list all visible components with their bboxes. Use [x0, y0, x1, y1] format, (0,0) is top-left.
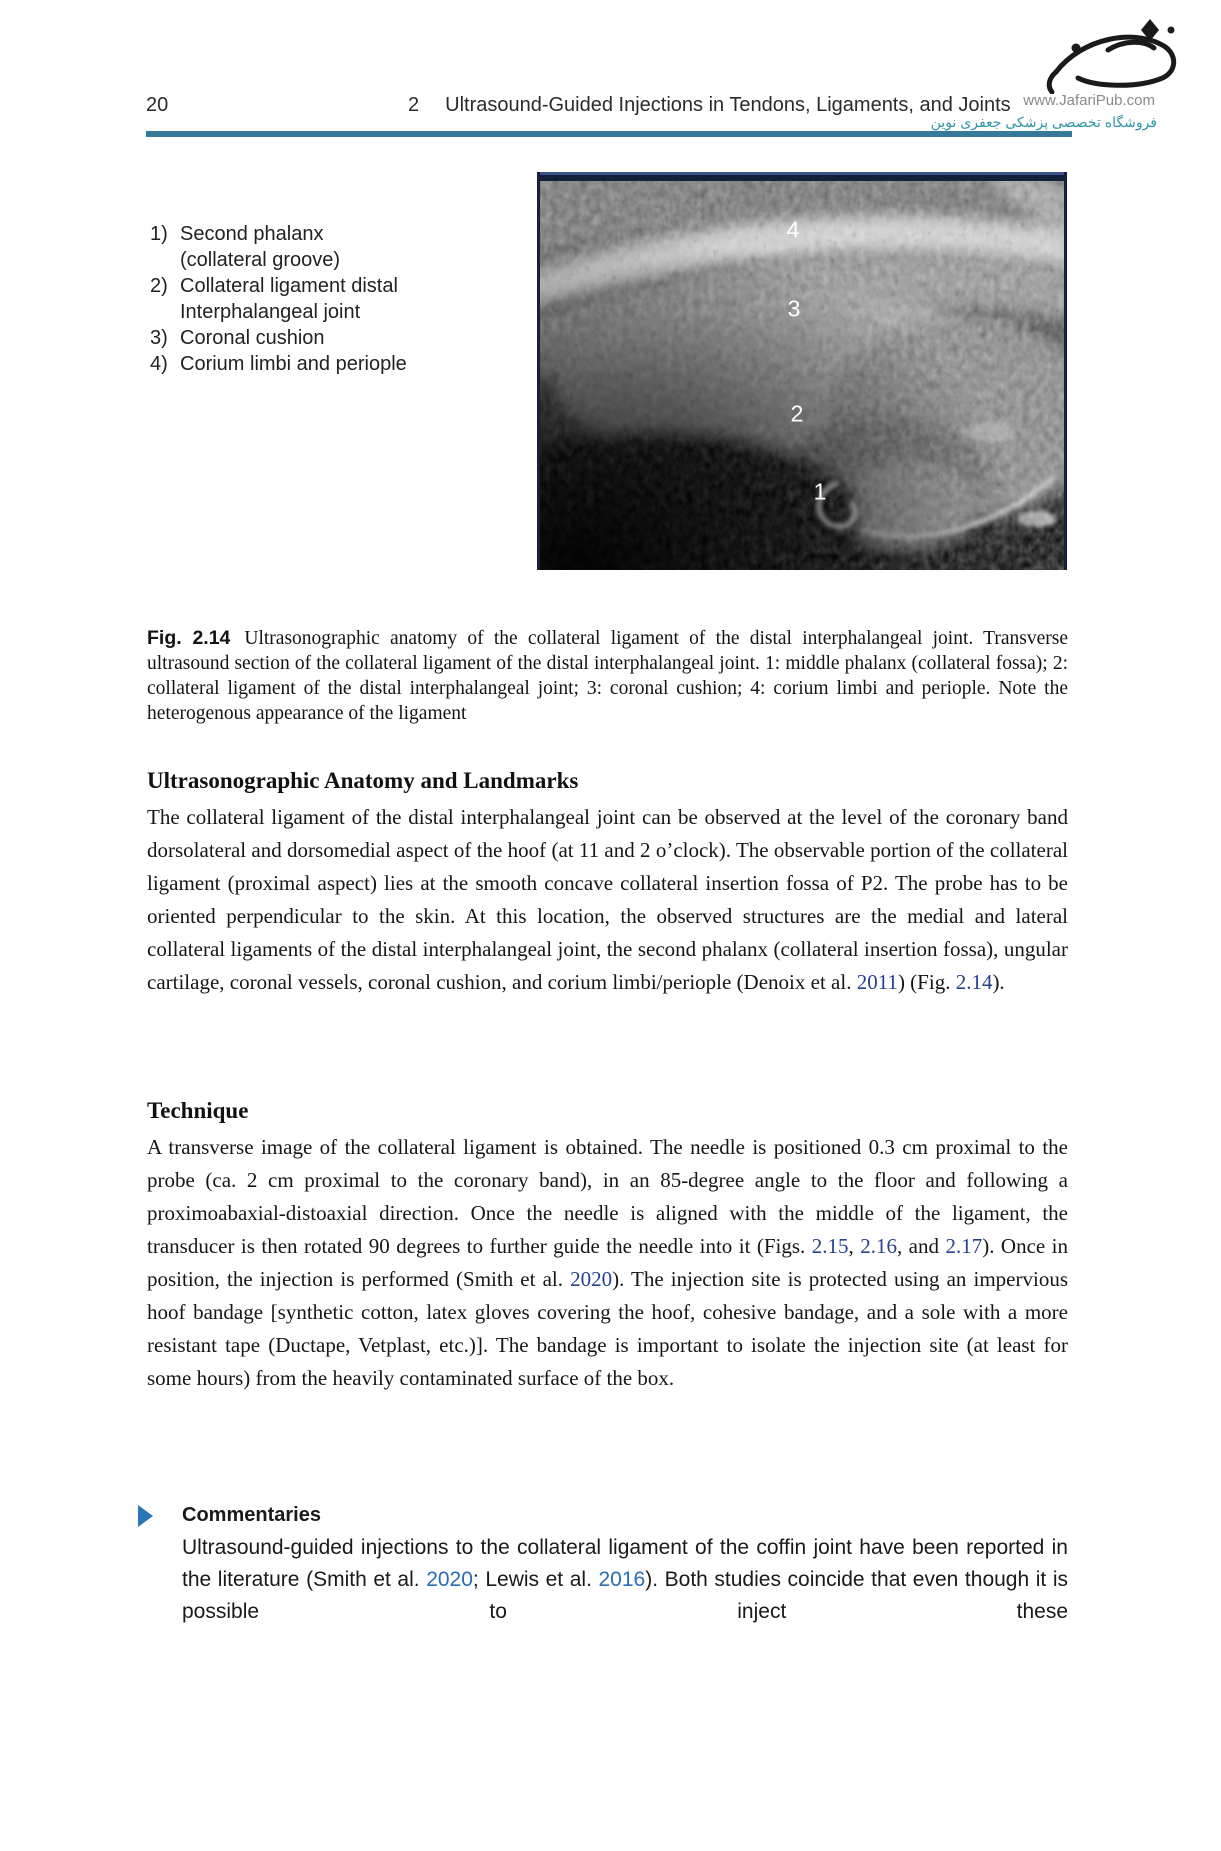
- legend-item-text: Coronal cushion: [180, 327, 325, 349]
- reference-link[interactable]: 2.14: [955, 970, 993, 994]
- technique-paragraph: [147, 1131, 1068, 1395]
- anatomy-paragraph: [147, 801, 1068, 999]
- reference-link[interactable]: 2011: [856, 970, 898, 994]
- legend-item: [150, 221, 412, 273]
- legend-item-number: 4): [150, 353, 168, 375]
- ultrasound-label-3: 3: [787, 295, 801, 322]
- ultrasound-graphic: [537, 172, 1067, 570]
- ultrasound-label-2: 2: [790, 400, 804, 427]
- text-segment: Ultrasound-guided injections to the collateral ligament of the coffin joint have been reported in the literature (Smith et al.: [182, 1536, 1068, 1591]
- text-segment: A transverse image of the collateral ligament is obtained. The needle is positioned 0.3 cm proximal to the probe (ca. 2 cm proximal to the coronary band), in an 85-degree angle to the floor and following a proximoabaxial-distoaxial direction. Once the needle is aligned with the middle of the ligament, the transducer is then rotated 90 degrees to further guide the needle into it (Figs.: [147, 1135, 1068, 1258]
- section-heading-anatomy: Ultrasonographic Anatomy and Landmarks: [147, 768, 579, 793]
- reference-link[interactable]: 2020: [570, 1267, 613, 1291]
- watermark-tagline: فروشگاه تخصصی پزشکی جعفری نوین: [930, 114, 1157, 130]
- reference-link[interactable]: 2.17: [945, 1234, 983, 1258]
- publisher-logo: [1038, 16, 1188, 99]
- text-segment: The collateral ligament of the distal interphalangeal joint can be observed at the level of the coronary band dorsolateral and dorsomedial aspect of the hoof (at 11 and 2 o’clock). The observable portion of the collateral ligament (proximal aspect) lies at the smooth concave collateral insertion fossa of P2. The probe has to be oriented perpendicular to the skin. At this location, the observed structures are the medial and lateral collateral ligaments of the distal interphalangeal joint, the second phalanx (collateral insertion fossa), ungular cartilage, coronal vessels, coronal cushion, and corium limbi/periople (Denoix et al.: [147, 805, 1068, 994]
- text-segment: ).: [992, 970, 1005, 994]
- page-number: 20: [146, 94, 169, 116]
- reference-link[interactable]: 2.15: [811, 1234, 849, 1258]
- figure-caption-text: Ultrasonographic anatomy of the collateral ligament of the distal interphalangeal joint. Transverse ultrasound section of the collateral ligament of the distal interphalangeal joint. 1: middle phalanx (collateral fossa); 2: collateral ligament of the distal interphalangeal joint; 3: coronal cushion; 4: corium limbi and periople. Note the heterogenous appearance of the ligament: [147, 627, 1068, 724]
- reference-link[interactable]: 2020: [426, 1568, 473, 1591]
- text-segment: ,: [848, 1234, 861, 1258]
- running-head: [408, 94, 1011, 117]
- legend-item: [150, 273, 412, 325]
- ultrasound-label-4: 4: [786, 216, 800, 243]
- commentaries-box: [138, 1502, 1068, 1628]
- commentaries-paragraph: [182, 1532, 1068, 1628]
- legend-item-number: 2): [150, 275, 168, 297]
- text-segment: ). Once in position, the injection is performed (Smith et al.: [147, 1234, 1068, 1291]
- text-segment: ). The injection site is protected using an impervious hoof bandage [synthetic cotton, latex gloves covering the hoof, cohesive bandage, and a sole with a more resistant tape (Ductape, Vetplast, etc.)]. The bandage is important to isolate the injection site (at least for some hours) from the heavily contaminated surface of the box.: [147, 1267, 1068, 1390]
- ultrasound-label-1: 1: [813, 478, 827, 505]
- legend-item: [150, 325, 412, 351]
- legend-item-number: 3): [150, 327, 168, 349]
- reference-link[interactable]: 2016: [598, 1568, 646, 1591]
- legend-item-text: Second phalanx (collateral groove): [180, 223, 341, 271]
- reference-link[interactable]: 2.16: [860, 1234, 897, 1258]
- section-heading-technique: Technique: [147, 1098, 249, 1123]
- commentaries-heading: Commentaries: [182, 1504, 321, 1526]
- figure-caption: [147, 626, 1068, 726]
- chapter-title: Ultrasound-Guided Injections in Tendons, Ligaments, and Joints: [445, 94, 1011, 116]
- text-segment: ). Both studies coincide that even though it is possible to inject these: [182, 1568, 1068, 1623]
- figure-caption-label: Fig. 2.14: [147, 626, 231, 649]
- commentary-marker-icon: [138, 1505, 153, 1527]
- watermark-url: www.JafariPub.com: [1023, 92, 1155, 109]
- legend-item-text: Collateral ligament distal Interphalangeal joint: [180, 275, 398, 323]
- header-rule: [146, 131, 1072, 137]
- legend-item-text: Corium limbi and periople: [180, 353, 407, 375]
- chapter-number: 2: [408, 94, 420, 116]
- commentaries-body: [182, 1502, 1068, 1628]
- text-segment: ; Lewis et al.: [472, 1568, 599, 1591]
- ultrasound-image: [537, 172, 1067, 570]
- text-segment: ) (Fig.: [897, 970, 956, 994]
- figure-legend: [150, 221, 412, 377]
- text-segment: , and: [896, 1234, 946, 1258]
- legend-item-number: 1): [150, 223, 168, 245]
- legend-item: [150, 351, 412, 377]
